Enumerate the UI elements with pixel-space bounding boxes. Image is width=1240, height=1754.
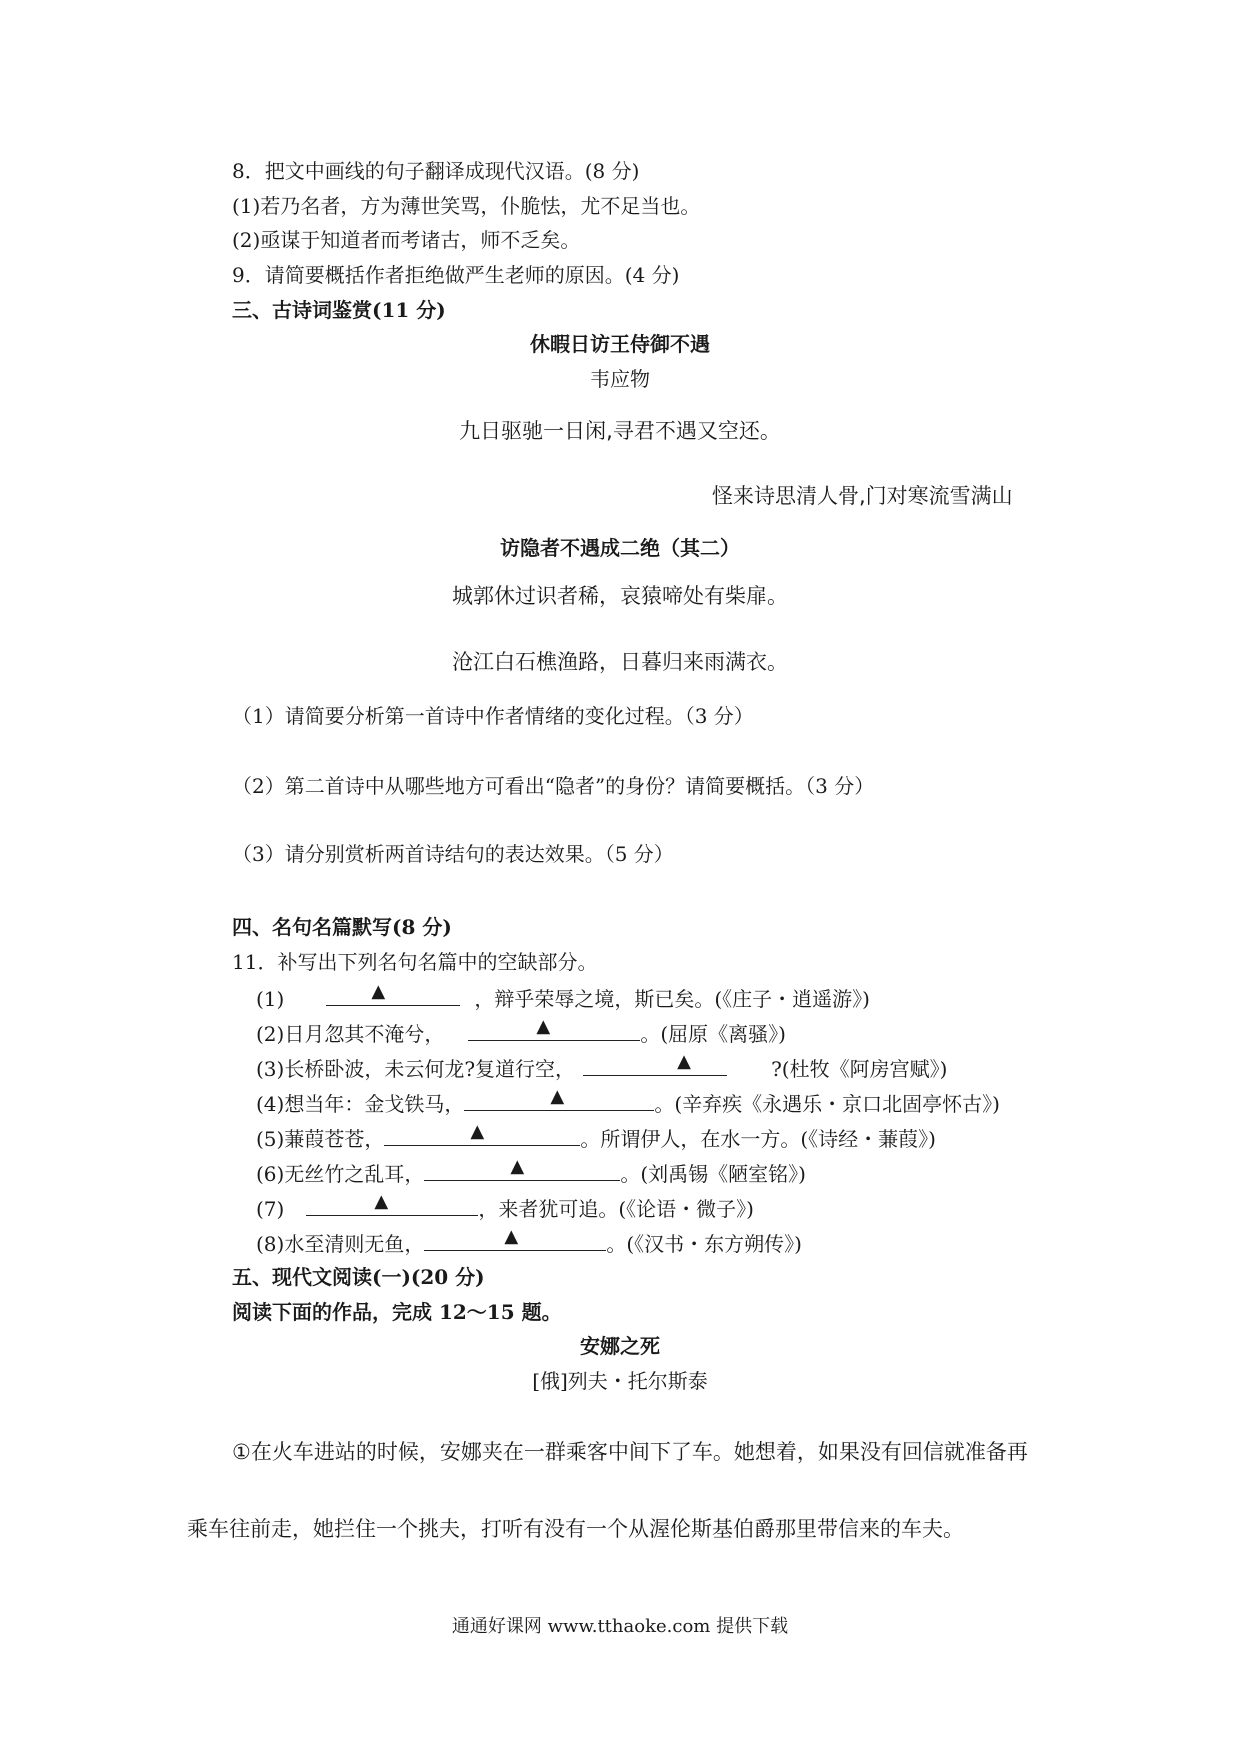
fill-blank-prefix: (6)无丝竹之乱耳， xyxy=(256,1162,425,1186)
fill-blank-item-2 xyxy=(256,1018,786,1048)
blank-marker: ▲ xyxy=(550,1086,565,1107)
blank-marker: ▲ xyxy=(374,1191,389,1212)
fill-blank-prefix: (1) xyxy=(256,987,285,1011)
fill-blank-item-1 xyxy=(256,983,870,1013)
blank-marker: ▲ xyxy=(536,1016,551,1037)
answer-blank[interactable] xyxy=(583,1053,727,1076)
answer-blank[interactable] xyxy=(326,983,460,1006)
fill-blank-prefix: (7) xyxy=(256,1197,285,1221)
fill-blank-item-6 xyxy=(256,1158,806,1188)
question-11-stem: 11．补写出下列名句名篇中的空缺部分。 xyxy=(232,950,598,974)
fill-blank-suffix: ，辩乎荣辱之境，斯已矣。(《庄子・逍遥游》) xyxy=(474,987,870,1011)
poem-2-line-2: 沧江白石樵渔路，日暮归来雨满衣。 xyxy=(452,650,788,674)
blank-marker: ▲ xyxy=(470,1121,485,1142)
section-4-heading: 四、名句名篇默写(8 分) xyxy=(232,915,452,939)
fill-blank-suffix: 。所谓伊人，在水一方。(《诗经・蒹葭》) xyxy=(580,1127,936,1151)
blank-marker: ▲ xyxy=(371,981,386,1002)
answer-blank[interactable] xyxy=(306,1193,478,1216)
fill-blank-item-7 xyxy=(256,1193,754,1223)
fill-blank-suffix: 。(辛弃疾《永遇乐・京口北固亭怀古》) xyxy=(654,1092,1000,1116)
poem-1-author: 韦应物 xyxy=(590,367,650,391)
page-footer: 通通好课网 www.tthaoke.com 提供下载 xyxy=(451,1616,789,1637)
poem-question-3: （3）请分别赏析两首诗结句的表达效果。（5 分） xyxy=(232,842,674,866)
poem-2-title: 访隐者不遇成二绝（其二） xyxy=(500,536,740,560)
question-8-sentence-1: (1)若乃名者，方为薄世笑骂，仆脆怯，尤不足当也。 xyxy=(232,194,701,218)
article-paragraph-line-2: 乘车往前走，她拦住一个挑夫，打听有没有一个从渥伦斯基伯爵那里带信来的车夫。 xyxy=(187,1517,964,1541)
article-paragraph-line-1: ①在火车进站的时候，安娜夹在一群乘客中间下了车。她想着，如果没有回信就准备再 xyxy=(232,1440,1028,1464)
answer-blank[interactable] xyxy=(464,1088,654,1111)
fill-blank-prefix: (8)水至清则无鱼， xyxy=(256,1232,425,1256)
blank-marker: ▲ xyxy=(510,1156,525,1177)
answer-blank[interactable] xyxy=(424,1228,606,1251)
section-5-heading: 五、现代文阅读(一)(20 分) xyxy=(232,1265,485,1289)
answer-blank[interactable] xyxy=(468,1018,640,1041)
answer-blank[interactable] xyxy=(424,1158,620,1181)
blank-marker: ▲ xyxy=(504,1226,519,1247)
blank-marker: ▲ xyxy=(677,1051,691,1072)
poem-1-line-2: 怪来诗思清人骨,门对寒流雪满山 xyxy=(712,484,1013,508)
fill-blank-suffix: 。(《汉书・东方朔传》) xyxy=(606,1232,802,1256)
poem-2-line-1: 城郭休过识者稀，哀猿啼处有柴扉。 xyxy=(452,584,788,608)
question-9: 9．请简要概括作者拒绝做严生老师的原因。(4 分) xyxy=(232,263,680,287)
fill-blank-prefix: (3)长桥卧波，未云何龙?复道行空， xyxy=(256,1057,576,1081)
answer-blank[interactable] xyxy=(384,1123,580,1146)
fill-blank-prefix: (2)日月忽其不淹兮， xyxy=(256,1022,445,1046)
section-3-heading: 三、古诗词鉴赏(11 分) xyxy=(232,298,446,322)
question-8-sentence-2: (2)亟谋于知道者而考诸古，师不乏矣。 xyxy=(232,228,581,252)
question-8-stem: 8．把文中画线的句子翻译成现代汉语。(8 分) xyxy=(232,159,640,183)
fill-blank-suffix: ，来者犹可追。(《论语・微子》) xyxy=(478,1197,754,1221)
fill-blank-item-4 xyxy=(256,1088,1000,1118)
fill-blank-prefix: (4)想当年：金戈铁马， xyxy=(256,1092,465,1116)
fill-blank-item-3 xyxy=(256,1053,947,1083)
article-title: 安娜之死 xyxy=(580,1334,660,1358)
poem-1-title: 休暇日访王侍御不遇 xyxy=(530,332,710,356)
poem-1-line-1: 九日驱驰一日闲,寻君不遇又空还。 xyxy=(459,419,781,443)
fill-blank-suffix: 。(刘禹锡《陋室铭》) xyxy=(620,1162,806,1186)
fill-blank-item-8 xyxy=(256,1228,802,1258)
fill-blank-suffix: 。(屈原《离骚》) xyxy=(640,1022,786,1046)
article-author: [俄]列夫・托尔斯泰 xyxy=(532,1369,708,1393)
poem-question-2: （2）第二首诗中从哪些地方可看出“隐者”的身份？请简要概括。（3 分） xyxy=(232,774,875,798)
fill-blank-suffix: ?(杜牧《阿房宫赋》) xyxy=(771,1057,948,1081)
section-5-instruction: 阅读下面的作品，完成 12～15 题。 xyxy=(232,1300,562,1324)
fill-blank-prefix: (5)蒹葭苍苍， xyxy=(256,1127,385,1151)
fill-blank-item-5 xyxy=(256,1123,936,1153)
poem-question-1: （1）请简要分析第一首诗中作者情绪的变化过程。（3 分） xyxy=(232,704,754,728)
